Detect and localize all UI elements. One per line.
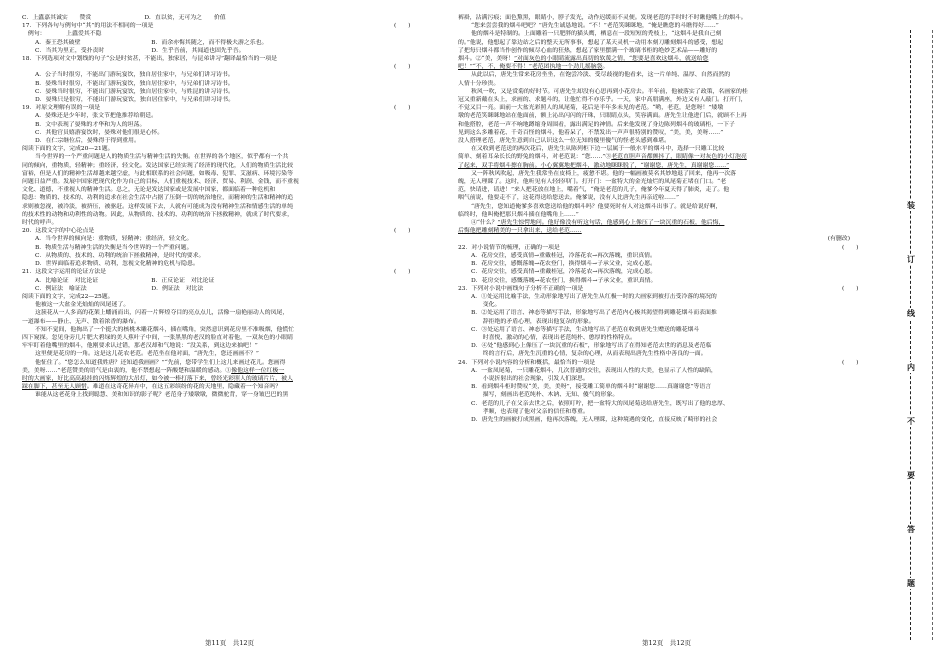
text-line: [458, 252, 890, 260]
question-stem: [22, 227, 442, 235]
question-text: 24．下列对小说内容的分析和概括，最恰当的一项是: [458, 359, 596, 366]
line-text: 的。”他说，他想起了靠边站之后的整天无所事事，想起了某天灵机一动用本刻刀雕刻烟斗的感受，想起: [458, 39, 724, 46]
answer-bracket: ( ): [394, 105, 411, 112]
line-text: C．例证法 喻证法 D．例证法 对比法: [34, 285, 204, 292]
answer-bracket: ( ): [394, 64, 411, 71]
underlined-passage: 吧！”“不，不，俺要不得！”老范团执地一个劲儿摇脑袋: [458, 64, 603, 71]
line-text: 咽气前说，他要走不了，这花得送给您送去。俺爹说，没有人比唐先生再亲近啦……”: [458, 195, 679, 202]
question-stem: [22, 55, 442, 63]
underlined-passage: 老范直胆声音都颤抖了，眼睛像一对灰色的小灯泡亮: [611, 154, 747, 161]
text-line: [458, 162, 890, 170]
text-line: [22, 80, 442, 88]
answer-bracket: [394, 55, 442, 63]
line-text: 没人搭理老范，唐先生意到自己认识这么一位无知的傻里傻气的怪老头感到难堪。: [458, 138, 671, 145]
text-line: [22, 30, 442, 38]
line-text: A．一盆凤尾菊，一只雕花烟斗，几次普通的交往，表现出人性的大美，也显示了人性的缺陷，: [470, 367, 717, 374]
line-text: A．当今世界的倾向是：重物质，轻精神；重经济，轻文化。: [34, 236, 193, 243]
text-line: [22, 293, 442, 301]
text-line: [458, 375, 890, 383]
text-line: [22, 145, 442, 153]
binding-label-char: 不: [903, 416, 919, 427]
line-text: D．世界面临着追求物质、功利，忽视文化精神的危机与隐患。: [34, 261, 199, 268]
text-line: [458, 63, 890, 71]
text-line: [458, 268, 890, 276]
text-line: [458, 277, 890, 285]
text-line: [458, 211, 890, 219]
line-text: C．从物质的、技术的、功利的统治下拯救精神，是时代的要求。: [34, 252, 205, 259]
text-line: [22, 96, 442, 104]
text-line: [458, 14, 890, 22]
answer-bracket: ( ): [394, 23, 411, 30]
underlined-passage: 了起来，双手将烟斗擦在胸前。小心翼翼地把烟斗，激动地眯眯脱了，“谢谢您，唐先生，真谢谢您……”: [458, 162, 730, 169]
line-text: 秋风一吹，又是赏菊的好时节。可唐先生却没有心思再到小花房去。半年前，他被落实了政策，名画家的桂: [470, 88, 748, 95]
line-text: 烟斗。②“美，美呀！: [458, 56, 515, 63]
underlined-passage: 时的大画家，好比高高悬挂的闪烁辉煌的大吊灯，如今被一棒打落下来，曾经光彩照人的玻璃片片，被人: [22, 375, 293, 382]
text-line: [22, 121, 442, 129]
text-line: [22, 350, 442, 358]
question-text: 21．这段文字运用的论证方法是: [22, 269, 107, 276]
line-text: 谁能从这老花身上找到聪慧、美和知识的影子呢？老范身子矮墩墩，微微驼背，穿一身皱巴巴的黑: [34, 392, 289, 399]
line-text: C．晏殊当时很穷，不能出门游玩宴饮，独自居住家中，与姓昆的讲习诗书。: [34, 88, 234, 95]
binding-label-char: 装: [903, 200, 919, 211]
line-text: 他被这一大盆金光灿灿的凤尾迷了。: [34, 302, 130, 309]
line-text: D．花房交往，感慨落魄→花农登门，换得烟斗→子承父业，重识真情。: [470, 277, 657, 284]
line-text: B．花房交往，感慨落魄→花农登门，换得烟斗→子承父业，完成心愿。: [470, 261, 656, 268]
text-line: [22, 326, 442, 334]
text-line: [458, 383, 890, 391]
line-text: 问题日益严重。发展中国家把现代化作为自己的目标，人们重视技术、经济、贸易、利润、金钱，而不重视: [22, 179, 299, 186]
question-text: 18．下列选项对文中划线的句子“公是时贫甚，不能出，独家居，与昆弟讲习”翻译最恰当的一项是: [22, 56, 278, 63]
line-text: D．唐先生的画被打成黑画，他再次落魄，无人理睬，这种境遇的变化，直接反映了畸形的社会: [470, 416, 718, 423]
line-text: 简单、刻着耳朵长长的野兔的烟斗，对老范说：“您……”③: [458, 154, 612, 161]
text-line: [22, 137, 442, 145]
underlined-passage: ”对面灰色的小眼睛流露出真切的软蔑之情，“您要是喜欢这烟斗，就送给您: [514, 56, 709, 63]
line-text: C．③处运用了语言、神态等描写手法，生动地写出了老范在收到唐先生赠送的雕花烟斗: [470, 326, 700, 333]
line-text: (有删改): [827, 236, 850, 243]
line-text: 见到这么多雕着花、千奇百怪的烟斗，他着呆了，不禁发出一声声很特别的赞叹，“美，美，美呀……”: [458, 129, 724, 136]
line-text: 不知不觉间，他掏出了一个挺大的核桃木雕花烟斗，插在嘴角，突然意识到花房里不准吸烟，他慌忙: [34, 326, 295, 333]
question-stem: [458, 244, 890, 252]
text-line: [458, 260, 890, 268]
line-text: 他的烟斗是特制的。上面雕着一只肥胖的猫头鹰，栖息在一段短短的秃枝上，“这烟斗是我自己刻: [470, 31, 722, 38]
line-text: 范，快请进，请进！”来人把花放在地上，嘴着气，“俺是老范的儿子，俺爹今年夏天得了肺炎，走了。他: [458, 187, 730, 194]
text-line: [22, 194, 442, 202]
line-text: 裤褂，沾满污痕；面色黧黑，眼睛小，脖子发光，动作迟缓而不灵便。发现老范的手时时不时瞅他嘴上的烟斗。: [458, 15, 747, 21]
line-text: 又一阵秋风吹起，唐先生我常坐在皮椅上，疲惫不堪。他的一幅画被莫名其妙地退了回来，他再一次落: [470, 170, 737, 177]
question-stem: [22, 63, 442, 71]
text-line: [22, 88, 442, 96]
line-text: “您来尝尝我的烟斗吧吧？”唐先生诚恳地说。“不！”老范笑眯眯地，“俺是瞧您的斗瞧得好……”: [470, 23, 719, 30]
text-line: [22, 285, 442, 293]
question-text: 23．下列对小说中画线句子分析不正确的一项是: [458, 285, 584, 292]
line-text: A．秦王恐其破壁 B．而余亦悔其随之，而不得极夫游之乐也。: [34, 39, 268, 46]
answer-bracket: ( ): [842, 359, 859, 366]
line-text: “唐先生，您知道俺爹多喜欢您送给他的烟斗吗？他要死时有人对这烟斗出事了。就是给说好啊，: [470, 203, 722, 210]
text-line: [458, 293, 890, 301]
binding-dashed-line-inner: [932, 30, 933, 640]
line-text: 他怔住了。“您怎么知道我姓唐？还知道我画画？”“先前，您带学生们上这儿来画过花儿。您画得: [34, 359, 286, 366]
line-text: 了把每只烟斗都当作创作的倾尽心血的狂热，想起了家里摆满一个玻璃书柜的绝妙艺术品——雕好的: [458, 47, 718, 54]
line-text: A．①处运用比喻手法，生动形象地写出了唐先生从红极一时的大画家到被打击受冷落的境况的: [470, 293, 717, 300]
binding-label-char: 答: [903, 524, 919, 535]
text-line: [458, 47, 890, 55]
line-text: 终的言行后，唐先生沉重的心情，复杂的心理，从而表现出唐先生性格中善良的一面。: [470, 351, 707, 358]
line-text: B．晏殊当时很穷，不能出门游玩宴饮，独自居住家中，与兄弟们讲习诗书。: [34, 80, 234, 87]
line-text: C．花房交往，感受真情→重戴桂冠，冷落花农→再次落魄，完成心愿。: [470, 269, 657, 276]
text-line: [22, 244, 442, 252]
text-line: [458, 112, 890, 120]
text-line: [458, 227, 890, 235]
question-stem: [22, 104, 442, 112]
line-text: 变化。: [470, 302, 501, 309]
line-text: 孝顺，也表现了他对父亲的信任和尊重。: [470, 408, 589, 415]
question-stem: [458, 285, 890, 293]
underlined-passage: 后悔他把雕刻精美的一只拿出来，送给老范……: [458, 228, 582, 235]
text-line: [458, 153, 890, 161]
text-line: [458, 203, 890, 211]
line-text: B．②处运用了语言、神态等描写手法，形象地写出了老范内心极其渴望得到雕花烟斗而表面推: [470, 310, 717, 317]
line-text: D．在仁宗继位后，晏殊得于得到重用。: [34, 138, 140, 145]
line-text: 牢牢盯着他嘴里的烟斗，他刚要求认过错，那老汉却和气地说：“没关系，到这边来抽吧！”: [22, 343, 258, 350]
binding-label-char: 题: [903, 578, 919, 589]
binding-label-char: 要: [903, 470, 919, 481]
line-text: 阅读下面的文字，完成22—25题。: [22, 293, 114, 300]
line-text: B．看到烟斗柜时赞叹“美，美，美呀”，接受雕工简单的烟斗时“谢谢您……真谢谢您”等语言: [470, 384, 712, 391]
line-text: 时代的呼声。: [22, 220, 58, 227]
text-line: [22, 211, 442, 219]
line-text: 阅读下面的文字，完成20—21题。: [22, 146, 114, 153]
text-line: [458, 121, 890, 129]
text-line: [22, 39, 442, 47]
text-line: [458, 342, 890, 350]
question-text: 20．这段文字的中心论点是: [22, 228, 95, 235]
text-line: [458, 350, 890, 358]
line-text: 美，美呀……”老范赞美的语气是由衷的，他不禁想起一阵酸楚和温暖的感动。①: [22, 367, 232, 374]
left-page-number: 第11页 共12页: [205, 639, 255, 647]
text-line: [22, 178, 442, 186]
line-text: 不觉又目一亮。面前一大盆光彩照人的凤尾菊，花后是半年多未见的老范。“哟，老范，是您呀！”矮墩: [458, 105, 724, 112]
line-text: 时喜悦、激动的心情，表现出老范纯朴、憨厚的性格特点。: [470, 334, 636, 341]
text-line: [22, 375, 442, 383]
line-text: C．上蠹嘉其诚实 赞赏 D．直以贫，无可为之 价值: [22, 15, 226, 21]
binding-label-char: 订: [903, 254, 919, 265]
answer-bracket: ( ): [394, 269, 411, 276]
text-line: [22, 14, 442, 22]
text-line: [22, 235, 442, 243]
text-line: [22, 301, 442, 309]
text-line: [458, 71, 890, 79]
binding-label-char: 线: [903, 308, 919, 319]
text-line: [458, 96, 890, 104]
text-line: [458, 129, 890, 137]
line-text: 隐患：物质的、技术的、功利的追求在社会生活中占据了压倒一切的统治地位，而精神的生活和精神的追: [22, 195, 293, 202]
line-text: 从此以后，唐先生常来花房坐坐，在饱尝冷淡、受尽歧视的他看来，这一片单纯、温厚、自然而然的: [470, 72, 731, 79]
text-line: [458, 88, 890, 96]
line-text: A．公子当时很穷，不能出门游玩宴饮，独自居住家中，与兄弟们讲习诗书。: [34, 72, 234, 79]
line-text: 例句： 上蠹爱其不隐: [22, 31, 102, 38]
line-text: C．其他官员嬉游宴饮时，晏殊对他们很是心怀。: [34, 129, 164, 136]
answer-bracket: ( ): [842, 244, 859, 251]
text-line: [458, 235, 890, 243]
underlined-passage: 像他这样一位红极一: [231, 367, 285, 374]
text-line: [458, 301, 890, 309]
line-text: 临终时，他叫俺把那只烟斗插在他嘴角上……”: [458, 211, 579, 218]
line-text: 和他搭腔，老范一声不响地蹲缩身周围看，露出满足的神情。后来他发现了身边陈列烟斗的玻璃柜，一下子: [458, 121, 735, 128]
text-line: [458, 39, 890, 47]
text-line: [22, 252, 442, 260]
text-line: [458, 178, 890, 186]
line-text: A．花房交往，感受真情→重戴桂冠，冷落花农→再次落魄，重识真情。: [470, 252, 656, 259]
text-line: [458, 326, 890, 334]
answer-bracket: ( ): [842, 285, 859, 292]
line-tail-text: 。: [602, 64, 609, 71]
question-stem: [458, 359, 890, 367]
right-page-number: 第12页 共12页: [642, 639, 692, 647]
text-line: [458, 318, 890, 326]
line-text: 四下窥探。忽见身旁几片肥大碧绿的美人蕉叶子中间，一张黑黑的老汉的脸直对着他，一双灰色的小眼睛: [22, 334, 293, 341]
text-line: [22, 219, 442, 227]
line-text: 一道瀑布——静止、无声、散着浓香的瀑布。: [22, 318, 140, 325]
text-line: [22, 260, 442, 268]
text-line: [22, 47, 442, 55]
text-line: [22, 203, 442, 211]
text-line: [458, 186, 890, 194]
text-line: [458, 30, 890, 38]
text-line: [22, 277, 442, 285]
binding-dashed-line: [910, 30, 911, 640]
text-line: [22, 391, 442, 399]
line-text: B．物质生活与精神生活的失衡是当今世界的一个严重问题。: [34, 244, 193, 251]
line-text: 文化、道德，不重视人的精神生活。总之，无论是发达国家或是发展中国家，都面临着一种危机和: [22, 187, 276, 194]
text-line: [458, 391, 890, 399]
answer-bracket: ( ): [394, 228, 411, 235]
left-page-column: [22, 14, 442, 400]
line-text: C．老范的儿子在父亲去世之后，依照叮咛，把一盆特大的凤尾菊送给唐先生，既写出了他的忠厚、: [470, 400, 729, 407]
text-line: [22, 186, 442, 194]
underlined-passage: ”唐先生惊愕地问。他好像没有听这句话，他感到心上像压了一块沉重的石板，他后悔，: [497, 220, 725, 227]
line-text: B．文中表现了晏殊的才华和为人的坦荡。: [34, 121, 146, 128]
line-text: 冠又重新戴在头上，求画的、求题斗的，让他忙得不亦乐乎。一天，家中高朋满座，外边又有人敲门。打开门，: [458, 97, 747, 104]
text-line: [458, 137, 890, 145]
text-line: [22, 359, 442, 367]
text-line: [458, 219, 890, 227]
question-text: 22．对小说情节的梳理，正确的一项是: [458, 244, 560, 251]
line-text: 人情十分珍贵。: [458, 80, 500, 87]
text-line: [458, 55, 890, 63]
question-text: 17．下列各句与例句中“其”的用法不相同的一项是: [22, 23, 154, 30]
text-line: [22, 318, 442, 326]
line-text: 在又收到老范送的两次花后，唐先生从陈列柜下边一层属于一般水平的烟斗中，选择一只雕工比较: [470, 146, 725, 153]
text-line: [458, 367, 890, 375]
text-line: [22, 334, 442, 342]
text-line: [22, 342, 442, 350]
line-text: D．晏殊只是很穷，不能出门游玩宴饮，独自居住家中，与兄弟们讲习诗书。: [34, 97, 235, 104]
line-tail-text: 。难道在这奇花异卉中，在这五彩缤纷的花的天地里，隐藏着一个知音吗？: [86, 384, 282, 391]
text-line: [22, 153, 442, 161]
binding-label-char: 内: [903, 362, 919, 373]
text-line: [458, 145, 890, 153]
line-text: 这簇花从一人多高的花架上蟠涌而出，闪着一片辉煌夺目的亮点点儿，活像一扇艳丽动人的凤尾，: [34, 310, 289, 317]
line-text: 同的倾向，重物质，轻精神；重经济，轻文化。发达国家已经实现了经济的现代化，人们的物质生活比较: [22, 162, 293, 169]
line-text: C．当其为里正，受扑责时 D．生乎吾前，其闻道也固先乎吾。: [34, 47, 245, 54]
line-text: 的技术性的动物和功利性的动物。因此，从物质的、技术的、功利的统治下拯救精神，就成了时代要求，: [22, 211, 293, 218]
line-text: ④“什么？: [470, 220, 498, 227]
question-stem: [22, 268, 442, 276]
text-line: [458, 400, 890, 408]
text-line: [458, 80, 890, 88]
question-stem: [22, 22, 442, 30]
question-text: 19．对原文理解有误的一项是: [22, 105, 101, 112]
text-line: [458, 170, 890, 178]
line-text: 这里便是花房的一角。这是这儿花农老范。老范坐在他对面，“唐先生，您还画画不？”: [34, 351, 259, 358]
text-line: [458, 309, 890, 317]
text-line: [458, 334, 890, 342]
right-page-column: [458, 14, 890, 424]
text-line: [458, 194, 890, 202]
line-text: 当今世界的一个严重问题是人的物质生活与精神生活的失衡。在世界的各个地区，似乎都有一个共: [34, 154, 289, 161]
text-line: [22, 162, 442, 170]
text-line: [22, 170, 442, 178]
underlined-passage: 踩在脚下，甚至无人顾惜: [22, 384, 87, 391]
text-line: [22, 112, 442, 120]
line-text: 富裕，但是人们的精神生活却越来越空虚，与此相联系的社会问题，如吸毒、犯罪、艾滋病、环境污染等: [22, 170, 293, 177]
line-text: A．晏殊还是少年时，张文节把他推荐给朝廷。: [34, 113, 158, 120]
text-line: [458, 416, 890, 424]
line-text: 描写，刻画出老范纯朴、木讷、无知、傻气的形象。: [470, 392, 619, 399]
text-line: [458, 22, 890, 30]
line-text: 辞拒绝的矛盾心理，表现出他复杂的形象。: [470, 318, 595, 325]
text-line: [22, 383, 442, 391]
text-line: [22, 367, 442, 375]
line-text: 求则被忽视，被冷淡，被挤压，被驱赶。这样发展下去，人就有可能成为没有精神生活和情感生活的单纯: [22, 203, 293, 210]
line-text: 魄，无人理睬了。这时，他听见有人轻轻叩门。打开门：一盆特大的金光灿烂的凤尾菊正堵在门口。“老: [458, 179, 727, 186]
line-text: A．比喻论证 对比论证 B．正反论证 对比论证: [34, 277, 215, 284]
binding-margin: [902, 30, 942, 640]
text-line: [22, 309, 442, 317]
line-text: 墩的老范笑眯眯地站在他面前，额上沁出闪闪的汗珠，只眼睛点头，笑容满面。唐先生让他进门后，就顾不上再: [458, 113, 747, 120]
line-text: D．④处“他感到心上像压了一块沉重的石板”，形象地写出了在得知老范去世的消息及老范临: [470, 343, 712, 350]
text-line: [22, 71, 442, 79]
text-line: [458, 104, 890, 112]
text-line: [458, 408, 890, 416]
text-line: [22, 129, 442, 137]
line-text: 小说折射出的社会现象，引发人们深思。: [470, 375, 589, 382]
